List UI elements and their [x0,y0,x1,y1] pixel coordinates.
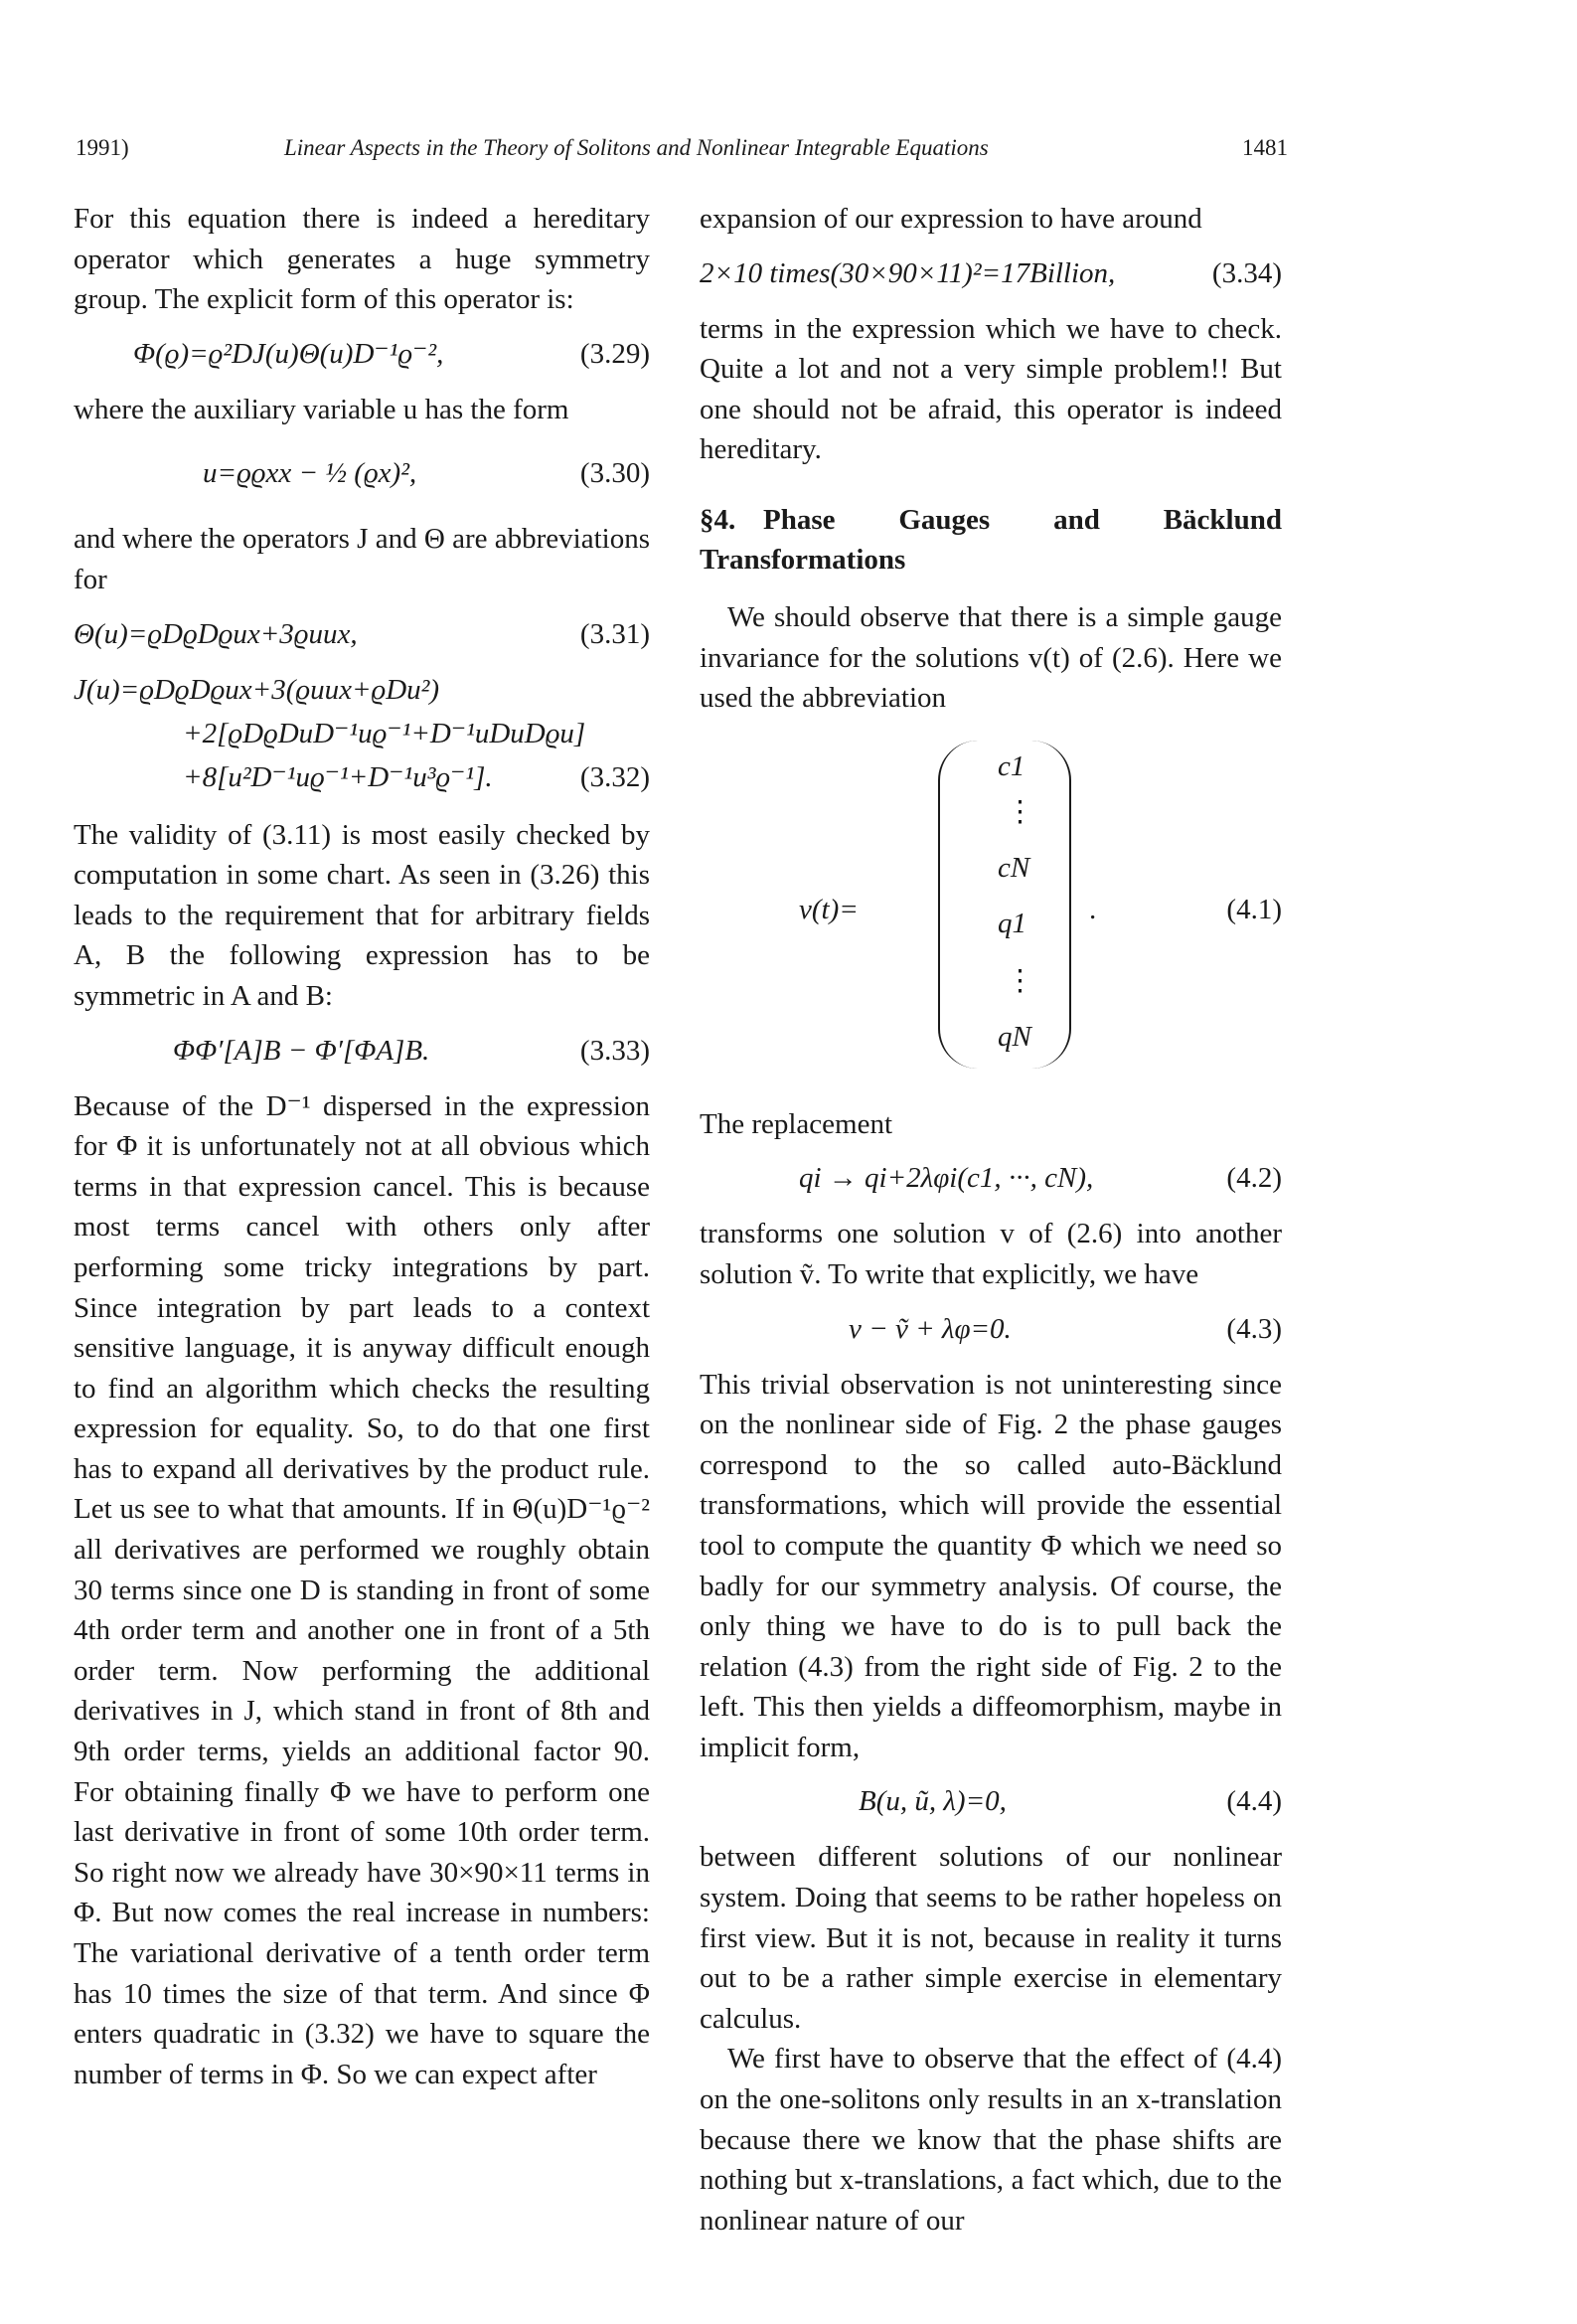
equation-body: B(u, ũ, λ)=0, [859,1785,1007,1818]
equation-3-32 [74,670,650,801]
page-number: 1481 [1242,135,1288,160]
vector-entry: cN [998,851,1030,884]
vector-ellipsis: ⋮ [1006,795,1034,828]
vector-entry: q1 [998,907,1026,939]
left-column [74,199,650,2094]
equation-number: (4.2) [1226,1162,1282,1195]
equation-period: . [1089,893,1097,925]
equation-number: (3.32) [579,760,650,793]
equation-4-3 [700,1309,1282,1351]
running-header [76,135,1288,175]
equation-3-29 [74,334,650,376]
equation-number: (4.4) [1226,1785,1282,1818]
equation-body: 2×10 times(30×90×11)²=17Billion, [700,256,1116,289]
equation-lhs: v(t)= [799,893,859,925]
equation-number: (3.31) [579,617,650,650]
paragraph: The validity of (3.11) is most easily checked by computation in some chart. As seen in (3.26) this leads to the requirement that for arbitrary fields A, B the following expression has to be symmetric in A and B: [74,818,650,1012]
paragraph: We should observe that there is a simple gauge invariance for the solutions v(t) of (2.6). Here we used the abbreviation [700,600,1282,715]
paragraph: Because of the D⁻¹ dispersed in the expression for Φ it is unfortunately not at all obvious which terms in that expression cancel. This is because most terms cancel with others only after performing some tricky integrations by part. Since integration by part leads to a context sensitive language, it is anyway difficult enough to find an algorithm which checks the resulting expression for equality. So, to do that one first has to expand all derivatives by the product rule. Let us see to what that amounts. If in Θ(u)D⁻¹ϱ⁻² all derivatives are performed we roughly obtain 30 terms since one D is standing in front of some 4th order term and another one in front of a 5th order term. Now performing the additional derivatives in J, which stand in front of 8th and 9th order terms, yields an additional factor 90. For obtaining finally Φ we have to perform one last derivative in front of some 10th order term. So right now we already have 30×90×11 terms in Φ. But now comes the real increase in numbers: The variational derivative of a tenth order term has 10 times the size of that term. And since Φ enters quadratic in (3.32) we have to square the number of terms in Φ. So we can expect after [74,1089,650,2090]
paragraph: between different solutions of our nonlinear system. Doing that seems to be rather hopeless on first view. But it is not, because in reality it turns out to be a rather simple exercise in elementary calculus. [700,1841,1282,2035]
vector-entry: qN [998,1020,1031,1053]
equation-body: v − ṽ + λφ=0. [849,1312,1012,1345]
equation-body: qi → qi+2λφi(c1, ···, cN), [799,1162,1094,1195]
vector-entry: c1 [998,749,1025,782]
paragraph: The replacement [700,1107,893,1140]
paragraph: transforms one solution v of (2.6) into another solution ṽ. To write that explicitly, we have [700,1218,1282,1290]
equation-body: ΦΦ′[A]B − Φ′[ΦA]B. [173,1034,430,1067]
equation-4-1 [700,741,1282,1079]
equation-3-30 [74,443,650,505]
equation-3-33 [74,1031,650,1073]
paragraph: and where the operators J and Θ are abbreviations for [74,523,650,595]
equation-3-34 [700,253,1282,295]
equation-body: u=ϱϱxx − ½ (ϱx)², [203,457,417,490]
paragraph: expansion of our expression to have around [700,203,1202,235]
equation-4-4 [700,1781,1282,1823]
equation-body: Φ(ϱ)=ϱ²DJ(u)Θ(u)D⁻¹ϱ⁻², [133,337,444,370]
equation-line-1: J(u)=ϱDϱDϱux+3(ϱuux+ϱDu²) [74,673,440,706]
equation-number: (3.34) [1211,256,1282,289]
equation-4-2 [700,1158,1282,1200]
header-title: Linear Aspects in the Theory of Solitons and Nonlinear Integrable Equations [284,135,989,160]
vector-ellipsis: ⋮ [1006,964,1034,997]
paragraph: where the auxiliary variable u has the form [74,393,569,425]
paragraph: We first have to observe that the effect of (4.4) on the one-solitons only results in an x-translation because there we know that the phase shifts are nothing but x-translations, a fact which, due to the nonlinear nature of our [700,2043,1282,2237]
equation-3-31 [74,614,650,656]
paragraph: For this equation there is indeed a hereditary operator which generates a huge symmetry group. The explicit form of this operator is: [74,203,650,316]
equation-body: Θ(u)=ϱDϱDϱux+3ϱuux, [74,617,358,650]
section-number: §4. [700,503,736,536]
right-column [700,199,1282,2241]
section-title: Phase Gauges and Bäcklund Transformations [700,503,1282,576]
equation-number: (3.29) [579,337,650,370]
equation-number: (4.3) [1226,1312,1282,1345]
header-year: 1991) [76,135,129,160]
section-heading [700,500,1282,580]
equation-line-2: +2[ϱDϱDuD⁻¹uϱ⁻¹+D⁻¹uDuDϱu] [183,717,586,749]
equation-line-3: +8[u²D⁻¹uϱ⁻¹+D⁻¹u³ϱ⁻¹]. [183,760,493,793]
equation-number: (3.30) [579,457,650,490]
equation-number: (3.33) [579,1034,650,1067]
paragraph: This trivial observation is not uninteresting since on the nonlinear side of Fig. 2 the phase gauges correspond to the so called auto-Bäcklund transformations, which will provide the essential tool to compute the quantity Φ which we need so badly for our symmetry analysis. Of course, the only thing we have to do is to pull back the relation (4.3) from the right side of Fig. 2 to the left. This then yields a diffeomorphism, maybe in implicit form, [700,1368,1282,1763]
paragraph: terms in the expression which we have to check. Quite a lot and not a very simple problem!! But one should not be afraid, this operator is indeed hereditary. [700,312,1282,466]
equation-number: (4.1) [1226,893,1282,925]
